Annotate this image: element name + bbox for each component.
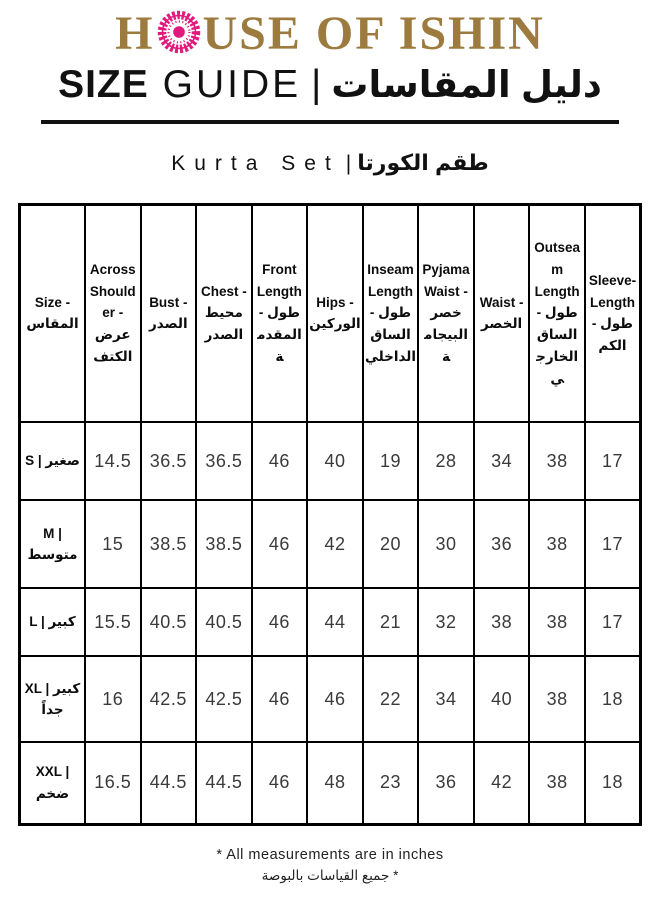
measurement-cell: 44 [307, 588, 363, 656]
column-header: Hips - الوركين [307, 204, 363, 422]
measurement-cell: 38 [529, 500, 585, 588]
measurement-cell: 42 [307, 500, 363, 588]
column-header: Inseam Length - طول الساق الداخلي [363, 204, 419, 422]
measurement-cell: 40 [307, 422, 363, 500]
measurement-cell: 34 [474, 422, 530, 500]
measurement-cell: 17 [585, 588, 641, 656]
measurement-cell: 42.5 [141, 656, 197, 742]
measurement-cell: 40 [474, 656, 530, 742]
column-header: Waist - الخصر [474, 204, 530, 422]
column-header: Sleeve-Length - طول الكم [585, 204, 641, 422]
measurement-cell: 46 [252, 742, 308, 824]
measurement-cell: 46 [307, 656, 363, 742]
flower-mandala-icon [156, 9, 202, 55]
column-header: Across Shoulder - عرض الكتف [85, 204, 141, 422]
measurement-cell: 46 [252, 422, 308, 500]
measurement-cell: 48 [307, 742, 363, 824]
measurement-cell: 40.5 [141, 588, 197, 656]
brand-suffix: USE OF ISHIN [202, 7, 545, 60]
measurement-cell: 17 [585, 500, 641, 588]
footer-notes [0, 844, 660, 887]
measurement-cell: 36.5 [141, 422, 197, 500]
measurement-cell: 34 [418, 656, 474, 742]
measurement-cell: 21 [363, 588, 419, 656]
measurement-cell: 16 [85, 656, 141, 742]
size-label-cell: XXL | ضخم [20, 742, 86, 824]
size-table-header-row [20, 204, 641, 422]
measurement-cell: 28 [418, 422, 474, 500]
size-table [18, 203, 642, 826]
size-table-body [20, 422, 641, 824]
measurement-cell: 46 [252, 656, 308, 742]
table-row [20, 422, 641, 500]
measurement-cell: 17 [585, 422, 641, 500]
measurement-cell: 38 [529, 656, 585, 742]
subtitle-en: Kurta Set [171, 151, 340, 175]
title-arabic: دليل المقاسات [331, 63, 602, 105]
column-header: Bust - الصدر [141, 204, 197, 422]
brand-prefix: H [115, 7, 155, 60]
column-header: Pyjama Waist - خصر البيجامة [418, 204, 474, 422]
units-note-ar: * جميع القياسات بالبوصة [261, 868, 399, 884]
measurement-cell: 18 [585, 742, 641, 824]
title-size-word: SIZE [58, 62, 149, 106]
page-title [0, 63, 660, 108]
measurement-cell: 38.5 [141, 500, 197, 588]
measurement-cell: 38 [474, 588, 530, 656]
measurement-cell: 15 [85, 500, 141, 588]
measurement-cell: 22 [363, 656, 419, 742]
measurement-cell: 16.5 [85, 742, 141, 824]
measurement-cell: 23 [363, 742, 419, 824]
measurement-cell: 46 [252, 500, 308, 588]
measurement-cell: 40.5 [196, 588, 252, 656]
measurement-cell: 38 [529, 588, 585, 656]
measurement-cell: 42.5 [196, 656, 252, 742]
table-row [20, 656, 641, 742]
measurement-cell: 46 [252, 588, 308, 656]
table-row [20, 500, 641, 588]
title-separator: | [311, 62, 322, 106]
size-label-cell: XL | كبير جداً [20, 656, 86, 742]
brand-logo [0, 8, 660, 61]
measurement-cell: 19 [363, 422, 419, 500]
title-guide-word: GUIDE [162, 62, 302, 106]
measurement-cell: 14.5 [85, 422, 141, 500]
measurement-cell: 36 [418, 742, 474, 824]
measurement-cell: 38.5 [196, 500, 252, 588]
title-divider [41, 120, 619, 124]
measurement-cell: 36.5 [196, 422, 252, 500]
measurement-cell: 44.5 [196, 742, 252, 824]
size-label-cell: L | كبير [20, 588, 86, 656]
column-header: Chest - محيط الصدر [196, 204, 252, 422]
units-note-en: * All measurements are in inches [216, 846, 444, 863]
measurement-cell: 36 [474, 500, 530, 588]
size-label-cell: S | صغير [20, 422, 86, 500]
measurement-cell: 20 [363, 500, 419, 588]
column-header: Front Length - طول المقدمة [252, 204, 308, 422]
measurement-cell: 15.5 [85, 588, 141, 656]
measurement-cell: 38 [529, 742, 585, 824]
measurement-cell: 38 [529, 422, 585, 500]
table-row [20, 742, 641, 824]
size-label-cell: M | متوسط [20, 500, 86, 588]
measurement-cell: 42 [474, 742, 530, 824]
subtitle-ar: طقم الكورتا [357, 149, 489, 175]
measurement-cell: 30 [418, 500, 474, 588]
size-table-head [20, 204, 641, 422]
measurement-cell: 18 [585, 656, 641, 742]
measurement-cell: 44.5 [141, 742, 197, 824]
column-header: Size - المقاس [20, 204, 86, 422]
subtitle-separator: | [345, 151, 352, 175]
column-header: Outseam Length - طول الساق الخارجي [529, 204, 585, 422]
measurement-cell: 32 [418, 588, 474, 656]
table-row [20, 588, 641, 656]
product-subtitle [0, 150, 660, 176]
